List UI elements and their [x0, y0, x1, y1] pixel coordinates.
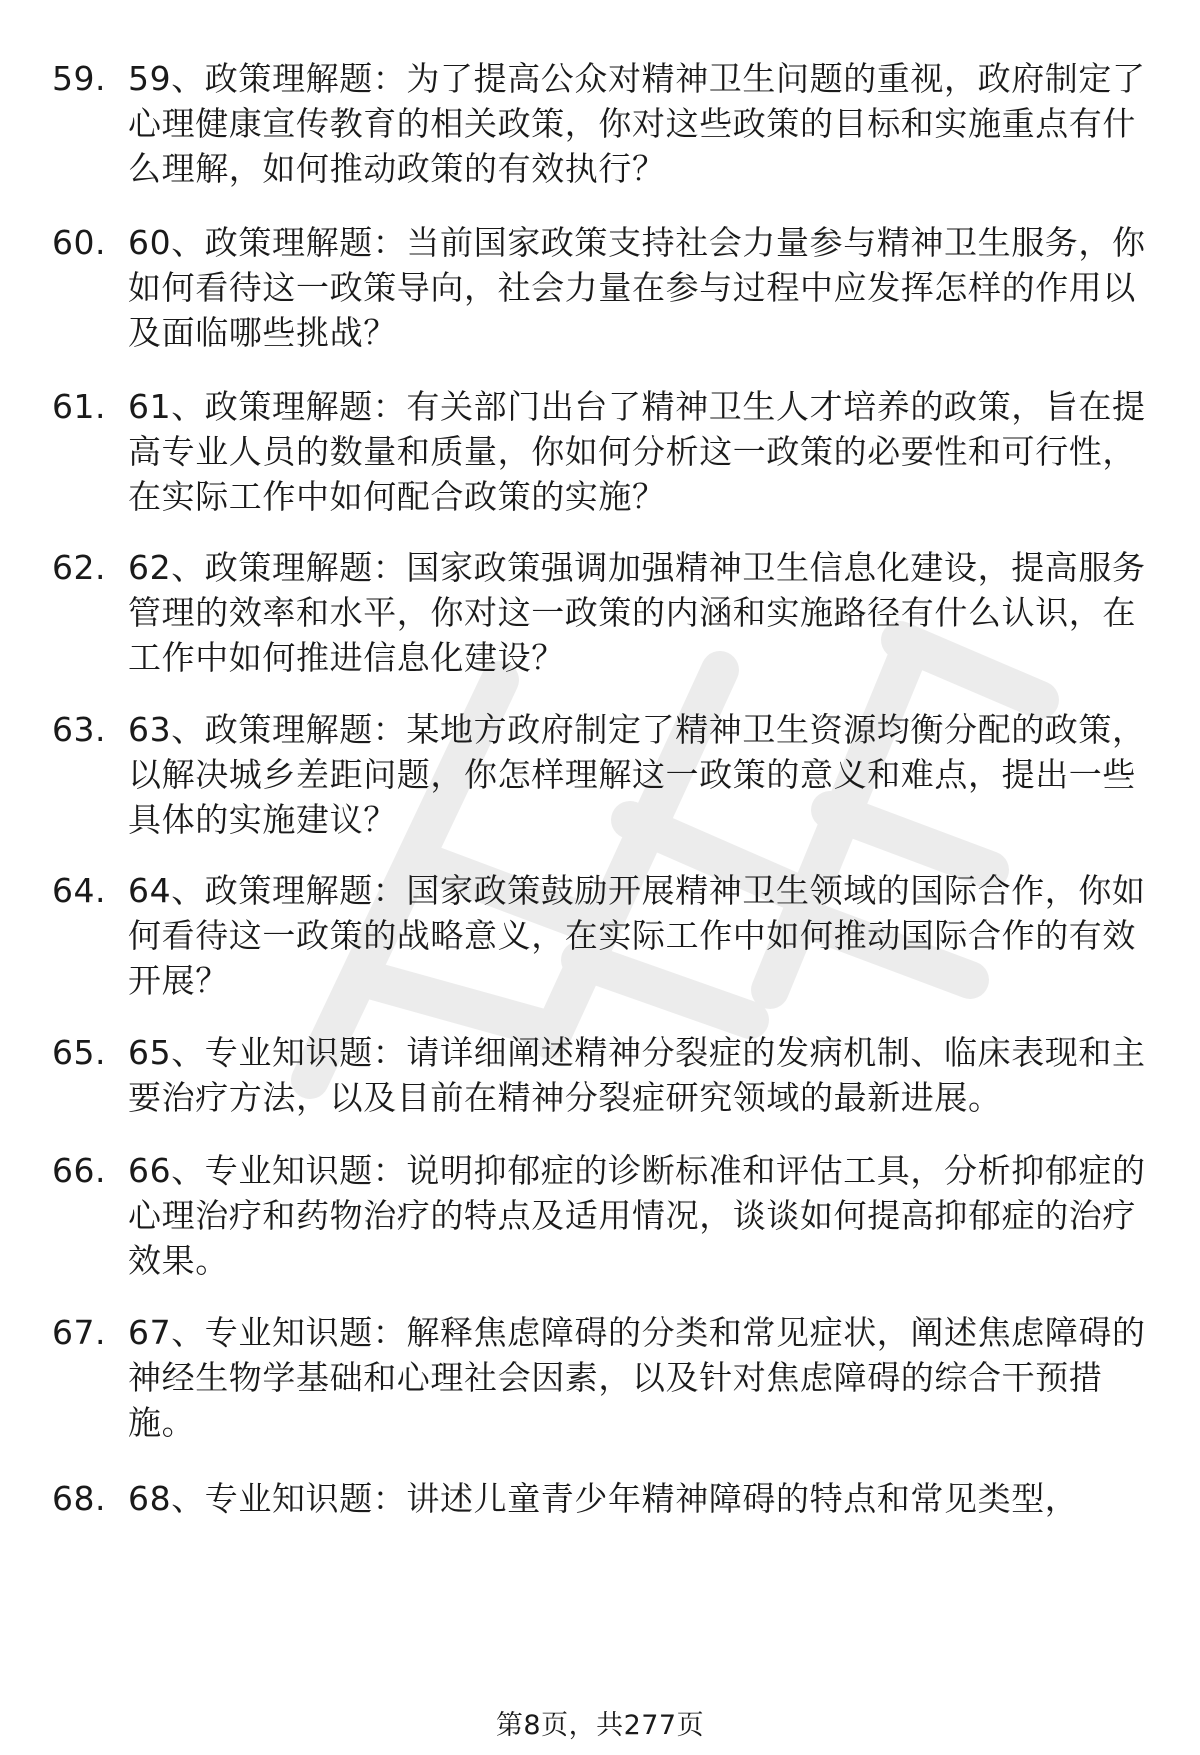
question-number: 63. — [52, 710, 106, 749]
question-text: 60、政策理解题：当前国家政策支持社会力量参与精神卫生服务，你如何看待这一政策导向，社会力量在参与过程中应发挥怎样的作用以及面临哪些挑战？ — [128, 223, 1146, 352]
question-number: 64. — [52, 871, 106, 910]
question-number: 68. — [52, 1479, 106, 1518]
question-number: 67. — [52, 1313, 106, 1352]
question-number: 61. — [52, 387, 106, 426]
question-number: 60. — [52, 223, 106, 262]
page-indicator: 第8页，共277页 — [495, 1710, 705, 1741]
question-text: 61、政策理解题：有关部门出台了精神卫生人才培养的政策，旨在提高专业人员的数量和质量，你如何分析这一政策的必要性和可行性，在实际工作中如何配合政策的实施？ — [128, 387, 1146, 516]
page-footer — [0, 1706, 1200, 1746]
question-number: 62. — [52, 548, 106, 587]
question-text: 67、专业知识题：解释焦虑障碍的分类和常见症状，阐述焦虑障碍的神经生物学基础和心理社会因素，以及针对焦虑障碍的综合干预措施。 — [128, 1313, 1146, 1442]
question-text: 64、政策理解题：国家政策鼓励开展精神卫生领域的国际合作，你如何看待这一政策的战略意义，在实际工作中如何推动国际合作的有效开展？ — [128, 871, 1146, 1000]
question-text: 68、专业知识题：讲述儿童青少年精神障碍的特点和常见类型， — [128, 1479, 1079, 1518]
question-number: 59. — [52, 59, 106, 98]
question-text: 66、专业知识题：说明抑郁症的诊断标准和评估工具，分析抑郁症的心理治疗和药物治疗的特点及适用情况，谈谈如何提高抑郁症的治疗效果。 — [128, 1151, 1146, 1280]
question-number: 65. — [52, 1033, 106, 1072]
question-text: 65、专业知识题：请详细阐述精神分裂症的发病机制、临床表现和主要治疗方法，以及目前在精神分裂症研究领域的最新进展。 — [128, 1033, 1146, 1117]
question-text: 59、政策理解题：为了提高公众对精神卫生问题的重视，政府制定了心理健康宣传教育的相关政策，你对这些政策的目标和实施重点有什么理解，如何推动政策的有效执行？ — [128, 59, 1146, 188]
question-text: 63、政策理解题：某地方政府制定了精神卫生资源均衡分配的政策，以解决城乡差距问题，你怎样理解这一政策的意义和难点，提出一些具体的实施建议？ — [128, 710, 1146, 839]
question-text: 62、政策理解题：国家政策强调加强精神卫生信息化建设，提高服务管理的效率和水平，你对这一政策的内涵和实施路径有什么认识，在工作中如何推进信息化建设？ — [128, 548, 1146, 677]
question-number: 66. — [52, 1151, 106, 1190]
